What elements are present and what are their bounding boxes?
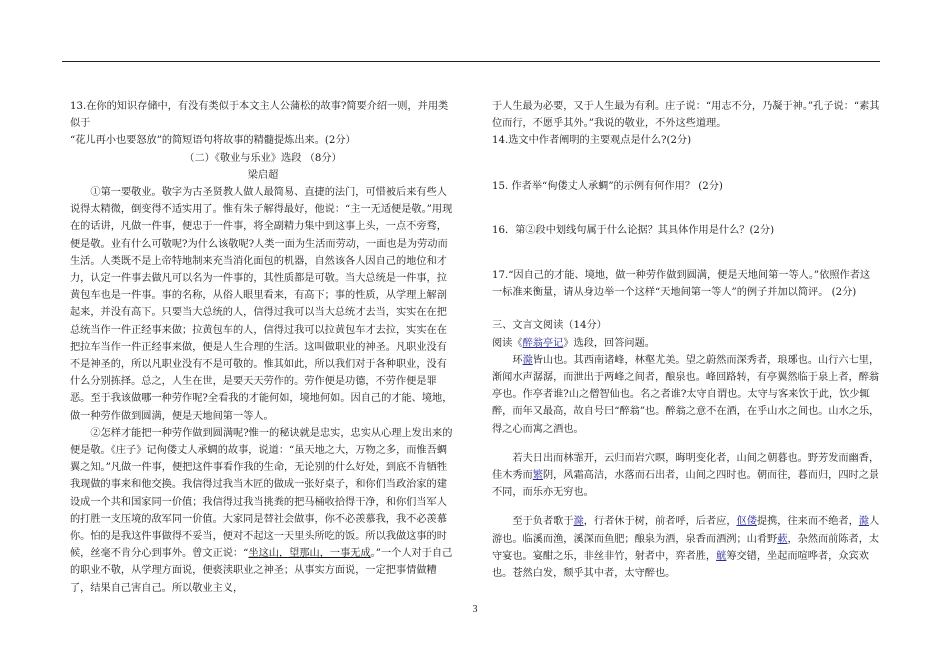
question-13-line2: “花儿再小也要怒放”的简短语句将故事的精髓提炼出来。(2分） (70, 135, 356, 147)
page-number: 3 (472, 604, 478, 615)
section-title: （二）《敬业与乐业》选段 （8分） (184, 152, 342, 164)
right-column (492, 98, 880, 582)
classical-paragraph-1: 环滁皆山也。其西南诸峰，林壑尤美。望之蔚然而深秀者，琅琊也。山行六七里，渐闻水声潺潺，而泄出于两峰之间者，酿泉也。峰回路转，有亭翼然临于泉上者，醉翁亭也。作亭者谁?山之僧智仙也。名之者谁?太守自谓也。太守与客来饮于此，饮少辄醉，而年又最高，故自号曰“醉翁”也。醉翁之意不在酒，在乎山水之间也。山水之乐，得之心而寓之酒也。 (492, 354, 880, 435)
word-link[interactable]: 滁 (573, 516, 584, 528)
word-link[interactable]: 蔌 (777, 533, 788, 545)
word-link[interactable]: 觥 (716, 550, 727, 562)
question-16: 16．第②段中划线句属于什么论据？其具体作用是什么？(2分) (492, 224, 775, 236)
question-17: 17.“因自己的才能、境地，做一种劳作做到圆满，便是天地间第一等人。”依照作者这一标准来衡量，请从身边举一个这样“天地间第一等人”的例子并加以简评。 (2分) (492, 270, 871, 299)
title-link[interactable]: 醉翁亭记 (522, 337, 564, 349)
passage-continuation: 于人生最为必要，又于人生最为有利。庄子说：“用志不分，乃凝于神。”孔子说：“素其位而行，不愿乎其外。”我说的敬业，不外这些道理。 (492, 101, 880, 130)
word-link[interactable]: 滁 (522, 354, 533, 366)
word-link[interactable]: 滁 (858, 516, 869, 528)
reading-instruction: 阅读《醉翁亭记》选段，回答问题。 (492, 337, 655, 349)
classical-paragraph-2: 若夫日出而林霏开，云归而岩穴暝，晦明变化者，山间之朝暮也。野芳发而幽香，佳木秀而繁阴，风霜高洁，水落而石出者，山间之四时也。朝而往，暮而归，四时之景不同，而乐亦无穷也。 (492, 452, 880, 499)
question-14: 14.选文中作者阐明的主要观点是什么?(2分) (492, 135, 692, 147)
word-link[interactable]: 繁 (532, 470, 543, 482)
question-13 (70, 98, 456, 150)
classical-paragraph-3: 至于负者歌于滁，行者休于树，前者呼，后者应，伛偻提携，往来而不绝者，滁人游也。临溪而渔，溪深而鱼肥；酿泉为酒，泉香而酒洌；山肴野蔌，杂然而前陈者，太守宴也。宴酣之乐，非丝非竹，射者中，弈者胜，觥筹交错，坐起而喧哗者，众宾欢也。苍然白发，颓乎其中者，太守醉也。 (492, 516, 880, 580)
word-link[interactable]: 伛偻 (736, 516, 757, 528)
underlined-quote: 坐这山，望那山，一事无成 (248, 548, 371, 560)
passage-paragraph-1: ①第一要敬业。敬字为古圣贤教人做人最简易、直捷的法门，可惜被后来有些人说得太精微，倒变得不适实用了。惟有朱子解得最好，他说：“主一无适便是敬。”用现在的话讲，凡做一件事，便忠于一件事，将全副精力集中到这事上头，一点不旁骛，便是敬。业有什么可敬呢?为什么该敬呢?人类一面为生活而劳动，一面也是为劳动而生活。人类既不是上帝特地制来充当消化面包的机器，自然该各人因自己的地位和才力，认定一件事去做凡可以名为一件事的，其性质都是可敬。当大总统是一件事，拉黄包车也是一件事。事的名称，从俗人眼里看来，有高下；事的性质，从学理上解剖起来，并没有高下。只要当大总统的人，信得过我可以当大总统才去当，实实在在把总统当作一件正经事来做；拉黄包车的人，信得过我可以拉黄包车才去拉，实实在在把拉车当作一件正经事来做，便是人生合理的生活。这叫做职业的神圣。凡职业没有不是神圣的，所以凡职业没有不是可敬的。惟其如此，所以我们对于各种职业，没有什么分别拣择。总之，人生在世，是要天天劳作的。劳作便是功德，不劳作便是罪恶。至于我该做哪一种劳作呢?全看我的才能何如，境地何如。因自己的才能、境地，做一种劳作做到圆满，便是天地间第一等人。 (70, 187, 453, 422)
question-15: 15. 作者举“佝偻丈人承蜩”的示例有何作用？ (2分) (492, 180, 723, 192)
left-column (70, 98, 456, 597)
section-3-title: 三、文言文阅读（14分） (492, 320, 607, 332)
question-13-line1: 13.在你的知识存储中，有没有类似于本文主人公蒲松的故事?简要介绍一则，并用类似于 (70, 101, 449, 130)
author-name: 梁启超 (247, 169, 279, 181)
passage-paragraph-2: ②怎样才能把一种劳作做到圆满呢?惟一的秘诀就是忠实，忠实从心理上发出来的便是敬。《庄子》记佝偻丈人承蜩的故事，说道：“虽天地之大，万物之多，而惟吾蜩翼之知。”凡做一件事，便把这件事看作我的生命，无论别的什么好处，到底不肯牺牲我现做的事来和他交换。我信得过我当木匠的做成一张好桌子，和你们当政治家的建设成一个共和国家同一价值；我信得过我当挑粪的把马桶收拾得干净，和你们当军人的打胜一支压境的敌军同一价值。大家同是替社会做事，你不必羡慕我，我不必羡慕你。怕的是我这件事做得不妥当，便对不起这一天里头所吃的饭。所以我做这事的时候，丝毫不肯分心到事外。曾文正说：“坐这山，望那山，一事无成。”一个人对于自己的职业不敬，从学理方面说，便亵渎职业之神圣；从事实方面说，一定把事情做糟了，结果自己害自己。所以敬业主义， (70, 427, 453, 594)
header-rule (62, 61, 880, 62)
